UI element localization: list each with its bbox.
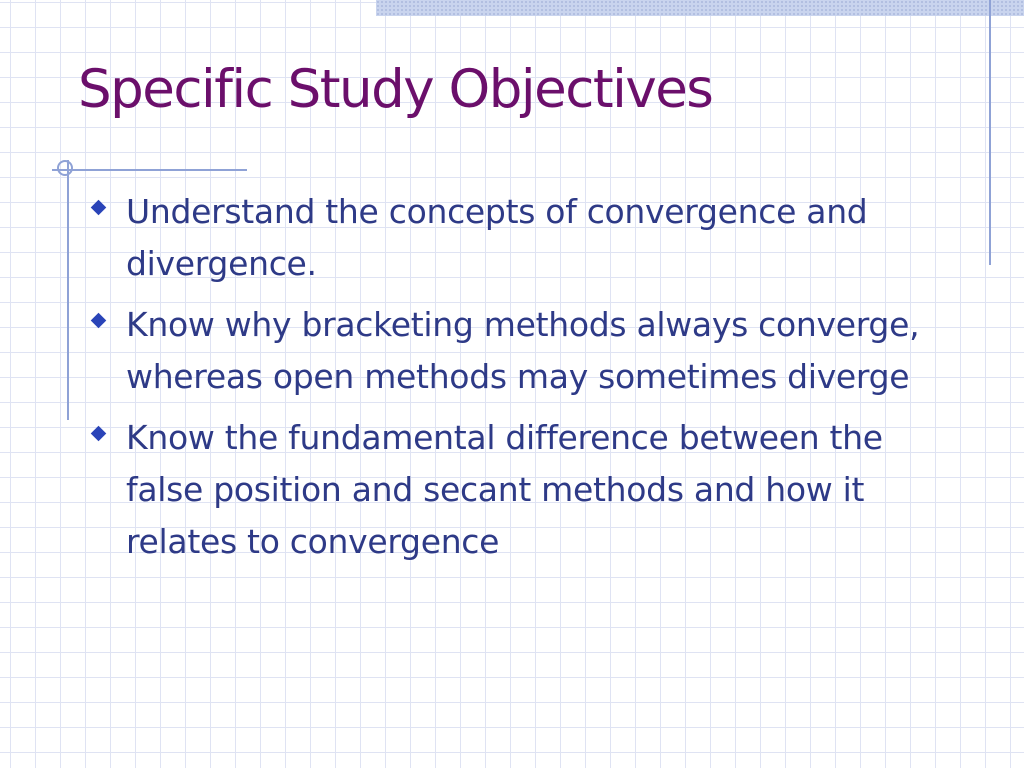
diamond-bullet-icon bbox=[91, 426, 107, 442]
bullet-text: Know why bracketing methods always converge, whereas open methods may sometimes diverge bbox=[126, 305, 920, 396]
diamond-bullet-icon bbox=[91, 313, 107, 329]
bullet-item bbox=[90, 299, 950, 403]
bullet-text: Know the fundamental difference between the false position and secant methods and how it relates to convergence bbox=[126, 418, 883, 561]
title-underline-rule bbox=[52, 169, 247, 171]
slide-title: Specific Study Objectives bbox=[78, 59, 713, 120]
circle-ornament-icon bbox=[57, 160, 73, 176]
bullet-list bbox=[90, 186, 950, 577]
bullet-text: Understand the concepts of convergence and divergence. bbox=[126, 192, 868, 283]
bullet-item bbox=[90, 186, 950, 290]
bullet-item bbox=[90, 412, 950, 568]
right-vertical-rule bbox=[989, 0, 991, 265]
left-vertical-rule bbox=[67, 160, 69, 420]
top-decorative-band bbox=[376, 0, 1024, 16]
diamond-bullet-icon bbox=[91, 200, 107, 216]
